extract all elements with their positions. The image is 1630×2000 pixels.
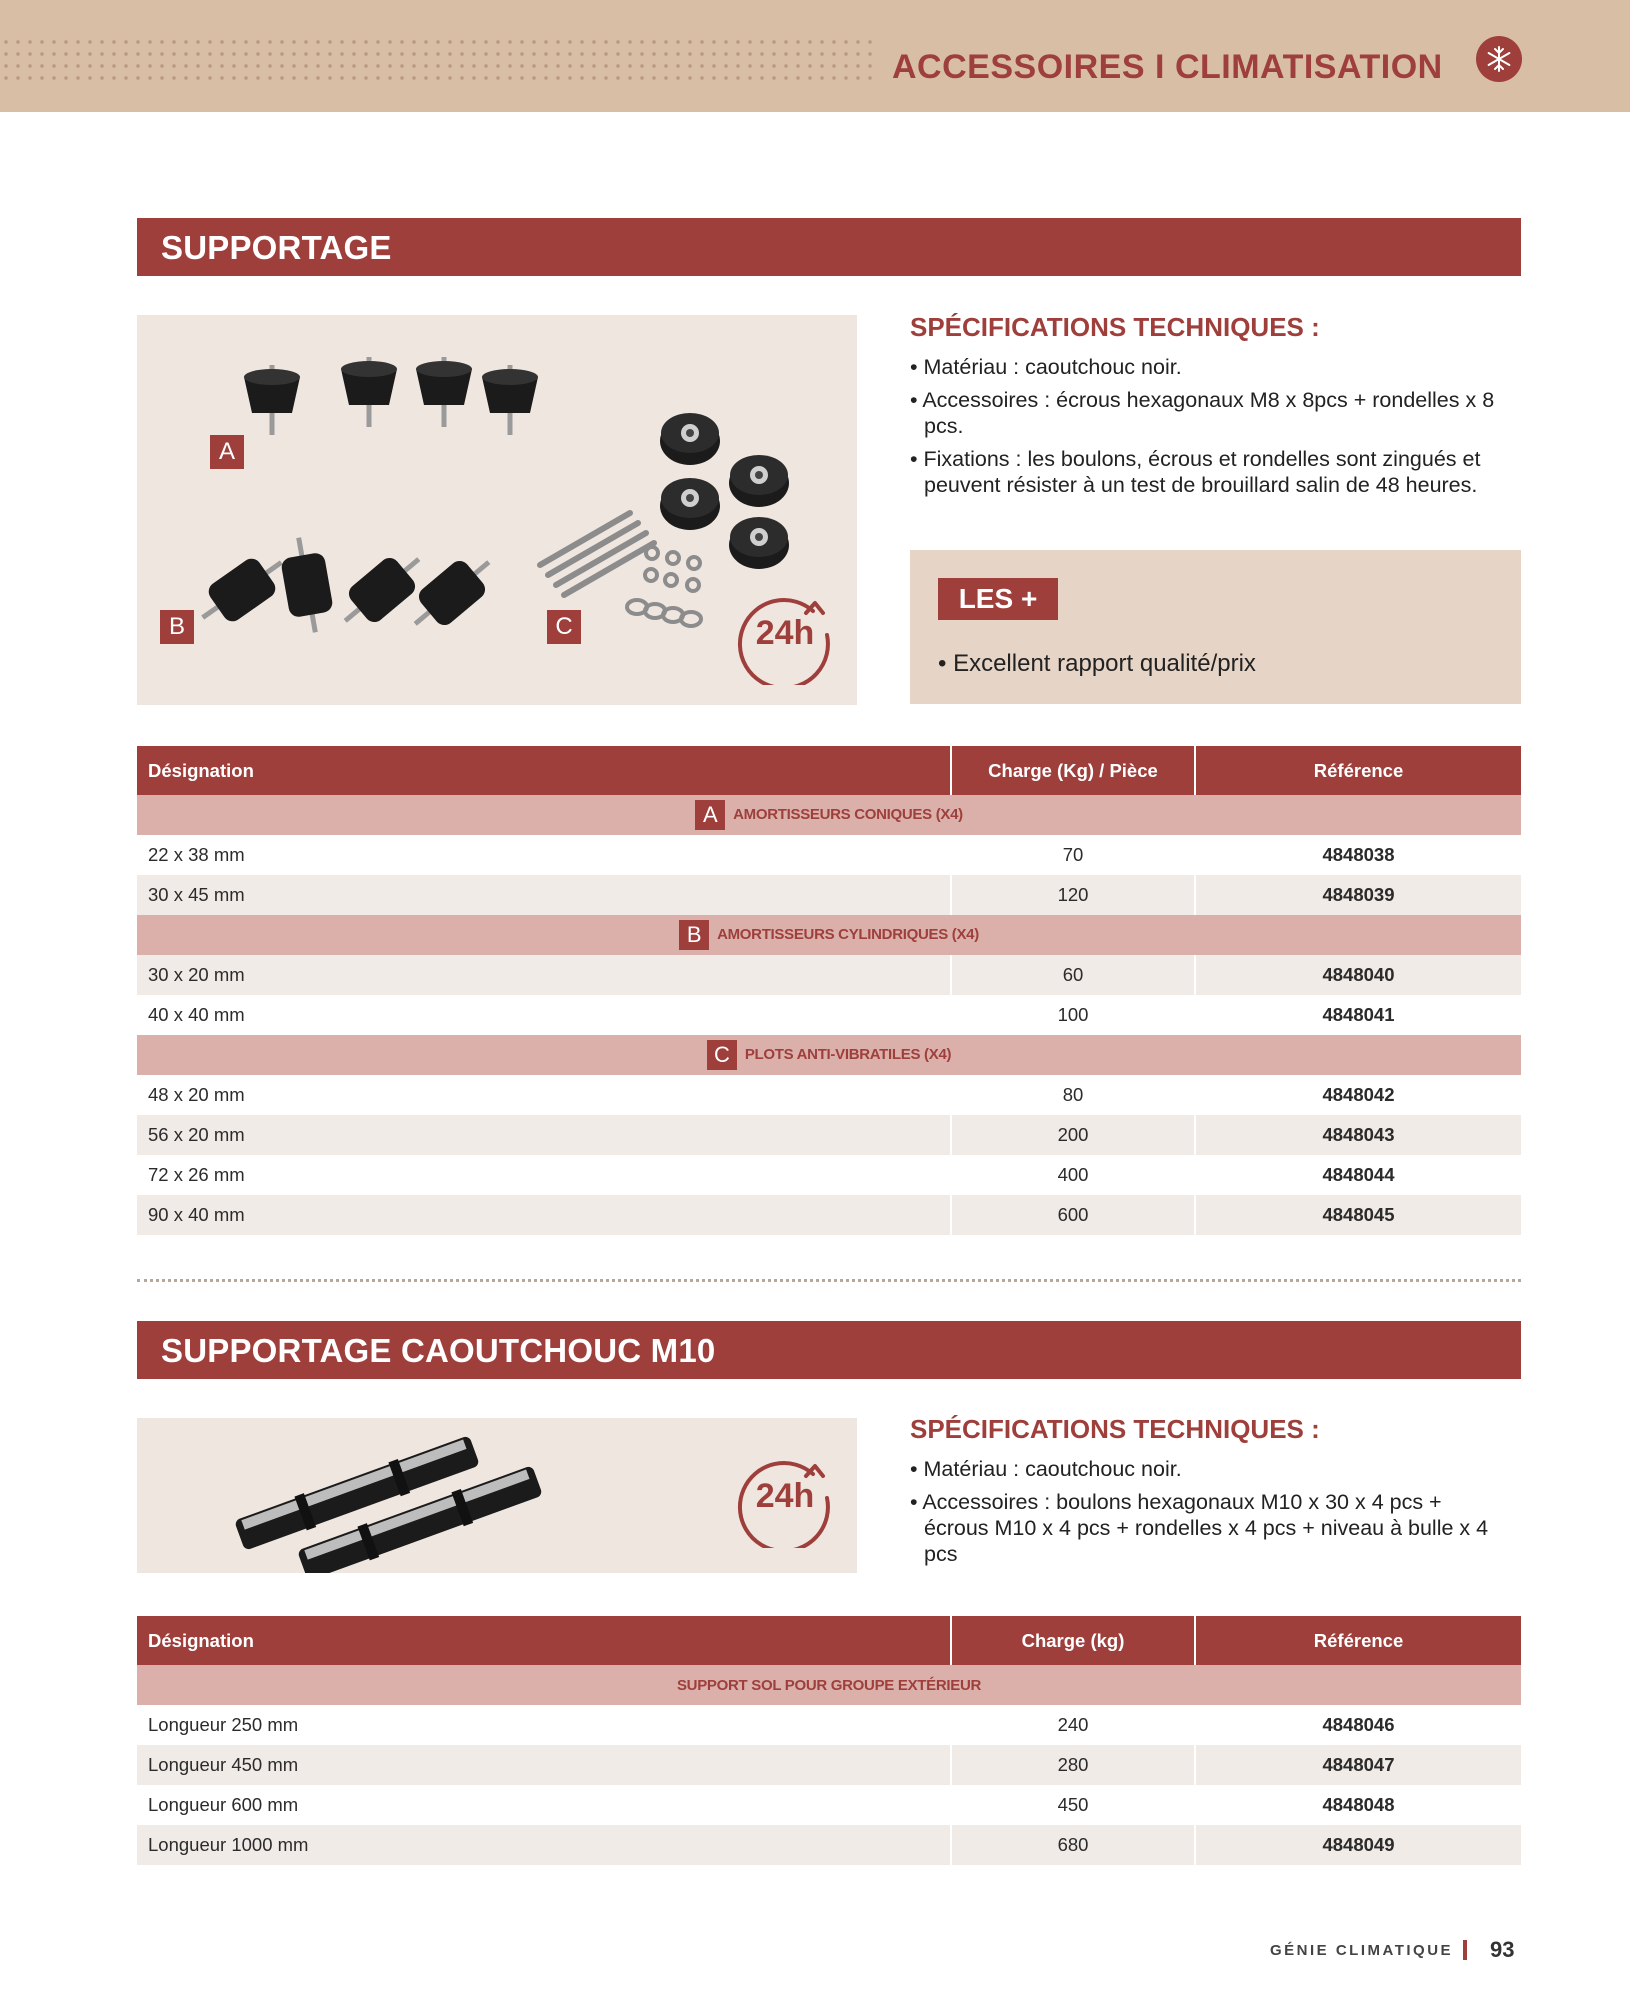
group-cell [137,915,1521,955]
delivery-24h-badge [735,585,835,685]
product-photo-m10 [137,1418,857,1573]
spec-item: • Fixations : les boulons, écrous et rondelles sont zingués et peuvent résister à un test de brouillard salin de 48 heures. [910,446,1522,498]
reference-cell: 4848046 [1195,1705,1521,1745]
group-title: AMORTISSEURS CONIQUES (X4) [733,805,963,823]
table-row [137,1115,1521,1155]
table-row [137,1075,1521,1115]
table-group-row-a [137,795,1521,835]
footer-label: GÉNIE CLIMATIQUE [1270,1942,1454,1959]
cylindrical-damper-group [190,534,503,641]
charge-cell: 70 [951,835,1195,875]
charge-cell: 600 [951,1195,1195,1235]
product-photo-supportage [137,315,857,705]
reference-cell: 4848040 [1195,955,1521,995]
group-title: PLOTS ANTI-VIBRATILES (X4) [744,1045,952,1063]
table-row [137,995,1521,1035]
table-row [137,1745,1521,1785]
reference-cell: 4848042 [1195,1075,1521,1115]
delivery-24h-badge [735,1448,835,1548]
page-category-title [892,48,1443,87]
spec-list-m10 [910,1456,1490,1574]
image-label-c: C [547,610,581,644]
section-title-supportage: SUPPORTAGE [137,218,1521,276]
reference-cell: 4848043 [1195,1115,1521,1155]
les-plus-item: • Excellent rapport qualité/prix [938,650,1256,677]
reference-cell: 4848049 [1195,1825,1521,1865]
spec-title-m10: SPÉCIFICATIONS TECHNIQUES : [910,1414,1320,1444]
reference-cell: 4848041 [1195,995,1521,1035]
charge-cell: 400 [951,1155,1195,1195]
table-row [137,1155,1521,1195]
group-letter-a: A [695,800,725,830]
table-row [137,1705,1521,1745]
snowflake-icon [1476,36,1522,82]
table-row [137,1785,1521,1825]
table-row [137,1825,1521,1865]
reference-cell: 4848038 [1195,835,1521,875]
supportage-table [137,746,1521,1235]
charge-cell: 240 [951,1705,1195,1745]
column-header-designation: Désignation [137,1616,951,1665]
reference-cell: 4848048 [1195,1785,1521,1825]
charge-cell: 100 [951,995,1195,1035]
spec-title-supportage: SPÉCIFICATIONS TECHNIQUES : [910,312,1320,342]
section-title-supportage-m10: SUPPORTAGE CAOUTCHOUC M10 [137,1321,1521,1379]
designation-cell: 48 x 20 mm [137,1075,951,1115]
table-group-row [137,1665,1521,1705]
les-plus-tag: LES + [938,578,1058,620]
table-header-row [137,746,1521,795]
spec-item: • Matériau : caoutchouc noir. [910,1456,1490,1482]
nuts-and-washers [627,547,701,626]
charge-cell: 200 [951,1115,1195,1155]
dotted-pattern [0,36,880,86]
spec-list-supportage [910,354,1522,505]
group-cell [137,795,1521,835]
designation-cell: Longueur 600 mm [137,1785,951,1825]
title-separator: I [1155,48,1165,86]
group-cell [137,1035,1521,1075]
column-header-charge: Charge (Kg) / Pièce [951,746,1195,795]
designation-cell: 30 x 20 mm [137,955,951,995]
les-plus-box [910,550,1521,704]
spec-item: • Matériau : caoutchouc noir. [910,354,1522,380]
charge-cell: 450 [951,1785,1195,1825]
charge-cell: 680 [951,1825,1195,1865]
reference-cell: 4848045 [1195,1195,1521,1235]
table-row [137,875,1521,915]
table-row [137,835,1521,875]
designation-cell: 90 x 40 mm [137,1195,951,1235]
group-title: SUPPORT SOL POUR GROUPE EXTÉRIEUR [137,1665,1521,1705]
column-header-designation: Désignation [137,746,951,795]
designation-cell: Longueur 450 mm [137,1745,951,1785]
subcategory-label: CLIMATISATION [1174,48,1443,86]
group-title: AMORTISSEURS CYLINDRIQUES (X4) [717,925,979,943]
image-label-b: B [160,610,194,644]
image-label-a: A [210,435,244,469]
table-row [137,955,1521,995]
header-band [0,0,1630,112]
reference-cell: 4848039 [1195,875,1521,915]
column-header-charge: Charge (kg) [951,1616,1195,1665]
designation-cell: 56 x 20 mm [137,1115,951,1155]
reference-cell: 4848047 [1195,1745,1521,1785]
spec-item: • Accessoires : écrous hexagonaux M8 x 8pcs + rondelles x 8 pcs. [910,387,1522,439]
table-header-row [137,1616,1521,1665]
section-divider [137,1279,1521,1282]
reference-cell: 4848044 [1195,1155,1521,1195]
table-row [137,1195,1521,1235]
column-header-reference: Référence [1195,1616,1521,1665]
badge-24h-text: 24h [755,614,815,652]
table-group-row-c [137,1035,1521,1075]
designation-cell: 40 x 40 mm [137,995,951,1035]
footer-separator [1463,1940,1467,1960]
designation-cell: 22 x 38 mm [137,835,951,875]
column-header-reference: Référence [1195,746,1521,795]
designation-cell: 72 x 26 mm [137,1155,951,1195]
designation-cell: 30 x 45 mm [137,875,951,915]
charge-cell: 280 [951,1745,1195,1785]
les-plus-item-text: Excellent rapport qualité/prix [953,650,1256,677]
designation-cell: Longueur 250 mm [137,1705,951,1745]
group-letter-c: C [707,1040,737,1070]
badge-24h-text: 24h [755,1477,815,1515]
spec-item: • Accessoires : boulons hexagonaux M10 x 30 x 4 pcs + écrous M10 x 4 pcs + rondelles x 4 pcs + niveau à bulle x 4 pcs [910,1489,1490,1567]
conical-damper-group [244,357,538,435]
anti-vibration-pads [660,413,789,569]
charge-cell: 60 [951,955,1195,995]
group-letter-b: B [679,920,709,950]
designation-cell: Longueur 1000 mm [137,1825,951,1865]
charge-cell: 80 [951,1075,1195,1115]
table-group-row-b [137,915,1521,955]
supportage-m10-table [137,1616,1521,1865]
page-number: 93 [1490,1937,1515,1962]
category-label: ACCESSOIRES [892,48,1145,86]
threaded-rods [540,513,654,595]
charge-cell: 120 [951,875,1195,915]
